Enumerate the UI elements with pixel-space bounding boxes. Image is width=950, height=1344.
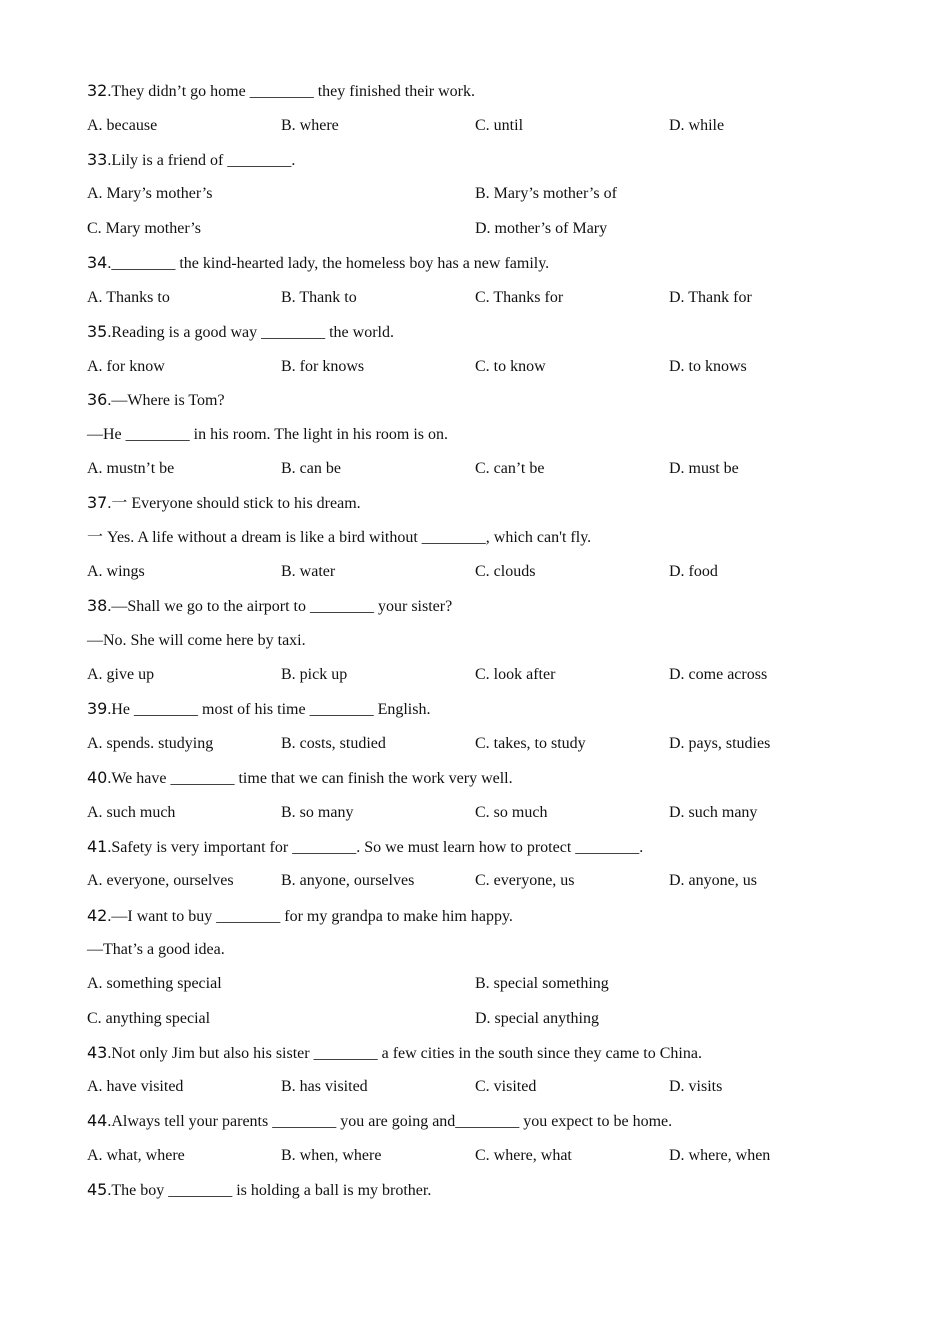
question-text: .—Shall we go to the airport to ________ your sister? <box>107 598 453 615</box>
option-b: B. Thank to <box>281 289 357 306</box>
option-b: B. costs, studied <box>281 735 386 752</box>
question-text: .Reading is a good way ________ the world. <box>107 324 394 341</box>
option-c: C. until <box>475 117 524 134</box>
option-a: A. Thanks to <box>87 289 170 306</box>
question-text: .The boy ________ is holding a ball is my brother. <box>107 1182 432 1199</box>
question-45 <box>87 1180 431 1201</box>
option-a: A. spends. studying <box>87 735 214 752</box>
question-number: 40 <box>87 768 108 787</box>
option-c: C. everyone, us <box>475 872 575 889</box>
question-36-line2: —He ________ in his room. The light in his room is on. <box>87 426 449 443</box>
option-b: B. for knows <box>281 358 365 375</box>
question-36 <box>87 390 225 411</box>
option-d: D. to knows <box>669 358 747 375</box>
question-38-line2: —No. She will come here by taxi. <box>87 632 306 649</box>
option-d: D. while <box>669 117 725 134</box>
question-number: 35 <box>87 322 108 341</box>
question-number: 39 <box>87 699 108 718</box>
question-number: 44 <box>87 1111 108 1130</box>
question-number: 43 <box>87 1043 108 1062</box>
option-d: D. special anything <box>475 1010 599 1027</box>
option-c: C. where, what <box>475 1147 572 1164</box>
question-42-line2: —That’s a good idea. <box>87 941 225 958</box>
option-a: A. for know <box>87 358 165 375</box>
option-a: A. Mary’s mother’s <box>87 185 213 202</box>
option-c: C. clouds <box>475 563 536 580</box>
option-b: B. when, where <box>281 1147 382 1164</box>
option-b: B. water <box>281 563 336 580</box>
question-text: .一 Everyone should stick to his dream. <box>107 495 361 512</box>
option-a: A. everyone, ourselves <box>87 872 234 889</box>
option-b: B. Mary’s mother’s of <box>475 185 617 202</box>
question-40 <box>87 768 513 789</box>
option-d: D. visits <box>669 1078 723 1095</box>
question-number: 32 <box>87 81 108 100</box>
question-42 <box>87 906 513 927</box>
question-32 <box>87 81 475 102</box>
question-number: 38 <box>87 596 108 615</box>
option-a: A. what, where <box>87 1147 185 1164</box>
question-number: 37 <box>87 493 108 512</box>
option-a: A. wings <box>87 563 145 580</box>
option-a: A. something special <box>87 975 222 992</box>
question-number: 36 <box>87 390 108 409</box>
option-c: C. takes, to study <box>475 735 586 752</box>
option-b: B. where <box>281 117 339 134</box>
option-b: B. has visited <box>281 1078 368 1095</box>
question-44 <box>87 1111 672 1132</box>
question-number: 41 <box>87 837 108 856</box>
option-d: D. Thank for <box>669 289 752 306</box>
option-b: B. special something <box>475 975 609 992</box>
option-d: D. food <box>669 563 718 580</box>
question-43 <box>87 1043 702 1064</box>
question-text: .He ________ most of his time ________ English. <box>107 701 431 718</box>
question-35 <box>87 322 394 343</box>
question-text: .Safety is very important for ________. So we must learn how to protect ________. <box>107 839 644 856</box>
question-37 <box>87 493 361 514</box>
option-c: C. look after <box>475 666 556 683</box>
option-c: C. Mary mother’s <box>87 220 201 237</box>
question-33 <box>87 150 295 171</box>
option-c: C. so much <box>475 804 548 821</box>
option-c: C. can’t be <box>475 460 545 477</box>
option-d: D. come across <box>669 666 768 683</box>
option-d: D. must be <box>669 460 739 477</box>
question-39 <box>87 699 430 720</box>
option-d: D. where, when <box>669 1147 771 1164</box>
option-c: C. Thanks for <box>475 289 564 306</box>
question-text: .—Where is Tom? <box>107 392 225 409</box>
option-b: B. so many <box>281 804 354 821</box>
question-text: .Lily is a friend of ________. <box>107 152 296 169</box>
question-text: .________ the kind-hearted lady, the homeless boy has a new family. <box>107 255 550 272</box>
question-text: .They didn’t go home ________ they finished their work. <box>107 83 476 100</box>
option-c: C. visited <box>475 1078 537 1095</box>
option-b: B. anyone, ourselves <box>281 872 415 889</box>
option-a: A. because <box>87 117 158 134</box>
option-a: A. give up <box>87 666 155 683</box>
question-38 <box>87 596 452 617</box>
question-text: .We have ________ time that we can finish the work very well. <box>107 770 513 787</box>
question-text: .Not only Jim but also his sister ________ a few cities in the south since they came to China. <box>107 1045 702 1062</box>
option-a: A. such much <box>87 804 176 821</box>
option-b: B. pick up <box>281 666 348 683</box>
question-number: 45 <box>87 1180 108 1199</box>
question-34 <box>87 253 549 274</box>
option-c: C. anything special <box>87 1010 211 1027</box>
question-41 <box>87 837 643 858</box>
option-d: D. pays, studies <box>669 735 771 752</box>
option-d: D. mother’s of Mary <box>475 220 608 237</box>
question-37-line2: 一 Yes. A life without a dream is like a bird without ________, which can't fly. <box>87 529 592 546</box>
option-d: D. anyone, us <box>669 872 757 889</box>
option-b: B. can be <box>281 460 341 477</box>
question-text: .Always tell your parents ________ you are going and________ you expect to be home. <box>107 1113 673 1130</box>
question-number: 34 <box>87 253 108 272</box>
option-d: D. such many <box>669 804 758 821</box>
option-c: C. to know <box>475 358 546 375</box>
option-a: A. mustn’t be <box>87 460 175 477</box>
question-number: 33 <box>87 150 108 169</box>
question-number: 42 <box>87 906 108 925</box>
option-a: A. have visited <box>87 1078 184 1095</box>
question-text: .—I want to buy ________ for my grandpa to make him happy. <box>107 908 513 925</box>
